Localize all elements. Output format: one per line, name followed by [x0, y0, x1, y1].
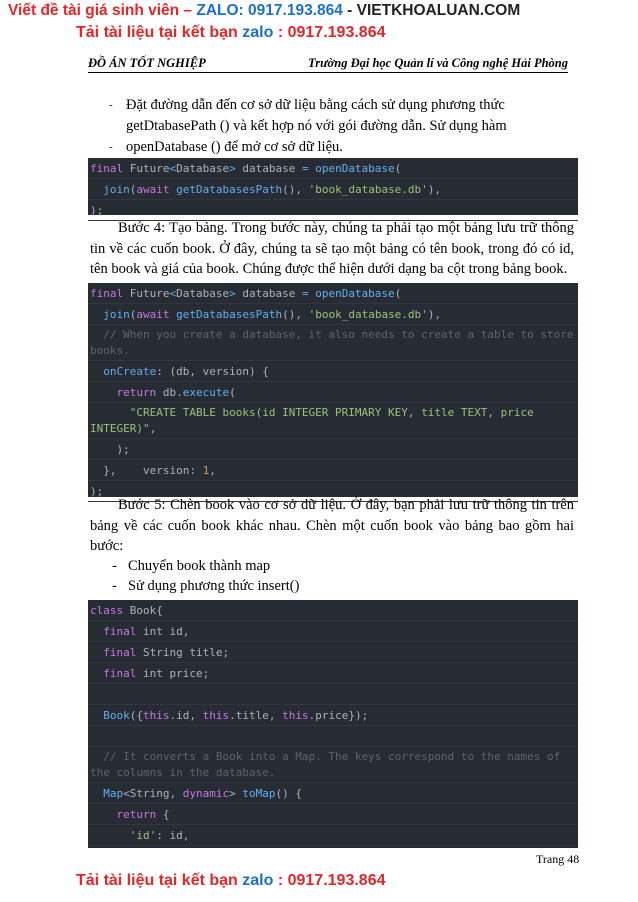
- top-banner: [8, 2, 520, 20]
- code-comment: // When you create a database, it also needs to create a table to store books.: [88, 325, 578, 361]
- code-comment: // It converts a Book into a Map. The keys correspond to the names of the columns in the database.: [88, 747, 578, 783]
- code-line: [88, 726, 578, 747]
- code-sql-string: "CREATE TABLE books(id INTEGER PRIMARY KEY, title TEXT, price INTEGER)",: [88, 403, 578, 439]
- banner-phone: 0917.193.864: [243, 2, 343, 19]
- banner2-zalo: zalo: [242, 24, 274, 41]
- code-line: final int price;: [88, 663, 578, 684]
- footer-zalo: zalo: [242, 872, 274, 889]
- paragraph-step-4: Bước 4: Tạo bảng. Trong bước này, chúng ta phải tạo một bảng lưu trữ thông tin về các cuốn book. Ở đây, chúng ta sẽ tạo một bảng có tên book, trong đó có id, tên book và giá của book. Chúng được thể hiện dưới dạng ba cột trong bảng book.: [90, 220, 574, 277]
- code-line: );: [88, 439, 578, 460]
- code-line: );: [88, 481, 578, 502]
- list-item: Sử dụng phương thức insert(): [128, 578, 300, 594]
- banner-site: - VIETKHOALUAN.COM: [342, 2, 521, 19]
- code-block-create-table: [88, 283, 581, 498]
- code-line: Book({this.id, this.title, this.price});: [88, 705, 578, 726]
- top-banner-line2: [76, 24, 385, 42]
- list-item: getDtabasePath () và kết hợp nó với gói đường dẫn. Sử dụng hàm: [126, 118, 507, 134]
- bottom-banner: [76, 872, 385, 890]
- banner2-prefix: Tải tài liệu tại kết bạn: [76, 24, 243, 41]
- list-item: Chuyển book thành map: [128, 558, 271, 574]
- bullet-dash: -: [109, 99, 113, 111]
- code-block-open-database: [88, 158, 578, 215]
- code-line: [88, 684, 578, 705]
- code-line: return db.execute(: [88, 382, 578, 403]
- code-line: onCreate: (db, version) {: [88, 361, 578, 382]
- code-line: final Future<Database> database = openDatabase(: [88, 283, 578, 304]
- code-line: final Future<Database> database = openDatabase(: [88, 158, 578, 179]
- code-line: final String title;: [88, 642, 578, 663]
- header-right: Trường Đại học Quản lí và Công nghệ Hải Phòng: [308, 56, 568, 70]
- code-block-book-class: [88, 600, 578, 848]
- code-line: class Book{: [88, 600, 578, 621]
- bullet-dash: -: [109, 141, 113, 153]
- code-line: join(await getDatabasesPath(), 'book_database.db'),: [88, 179, 578, 200]
- code-line: join(await getDatabasesPath(), 'book_database.db'),: [88, 304, 578, 325]
- footer-suffix: : 0917.193.864: [273, 872, 386, 889]
- list-item: Đặt đường dẫn đến cơ sở dữ liệu bằng cách sử dụng phương thức: [126, 97, 505, 113]
- header-left: ĐỒ ÁN TỐT NGHIỆP: [88, 56, 206, 70]
- code-line: }, version: 1,: [88, 460, 578, 481]
- code-line: 'id': id,: [88, 825, 578, 846]
- code-line: Map<String, dynamic> toMap() {: [88, 783, 578, 804]
- code-line: final int id,: [88, 621, 578, 642]
- bullet-dash: -: [112, 578, 117, 594]
- page-header: [88, 56, 568, 73]
- footer-prefix: Tải tài liệu tại kết bạn: [76, 872, 243, 889]
- paragraph-step-5: Bước 5: Chèn book vào cơ sở dữ liệu. Ở đây, bạn phải lưu trữ thông tin trên bảng về các cuốn book khác nhau. Chèn một cuốn book vào bảng bao gồm hai bước:: [90, 497, 574, 554]
- list-item: openDatabase () để mở cơ sở dữ liệu.: [126, 139, 343, 155]
- banner-text: Viết đề tài giá sinh viên –: [8, 2, 197, 19]
- page-number: Trang 48: [536, 852, 580, 866]
- code-line: return {: [88, 804, 578, 825]
- bullet-dash: -: [112, 558, 117, 574]
- code-line: );: [88, 200, 578, 221]
- banner2-suffix: : 0917.193.864: [273, 24, 386, 41]
- banner-zalo-label: ZALO:: [196, 2, 244, 19]
